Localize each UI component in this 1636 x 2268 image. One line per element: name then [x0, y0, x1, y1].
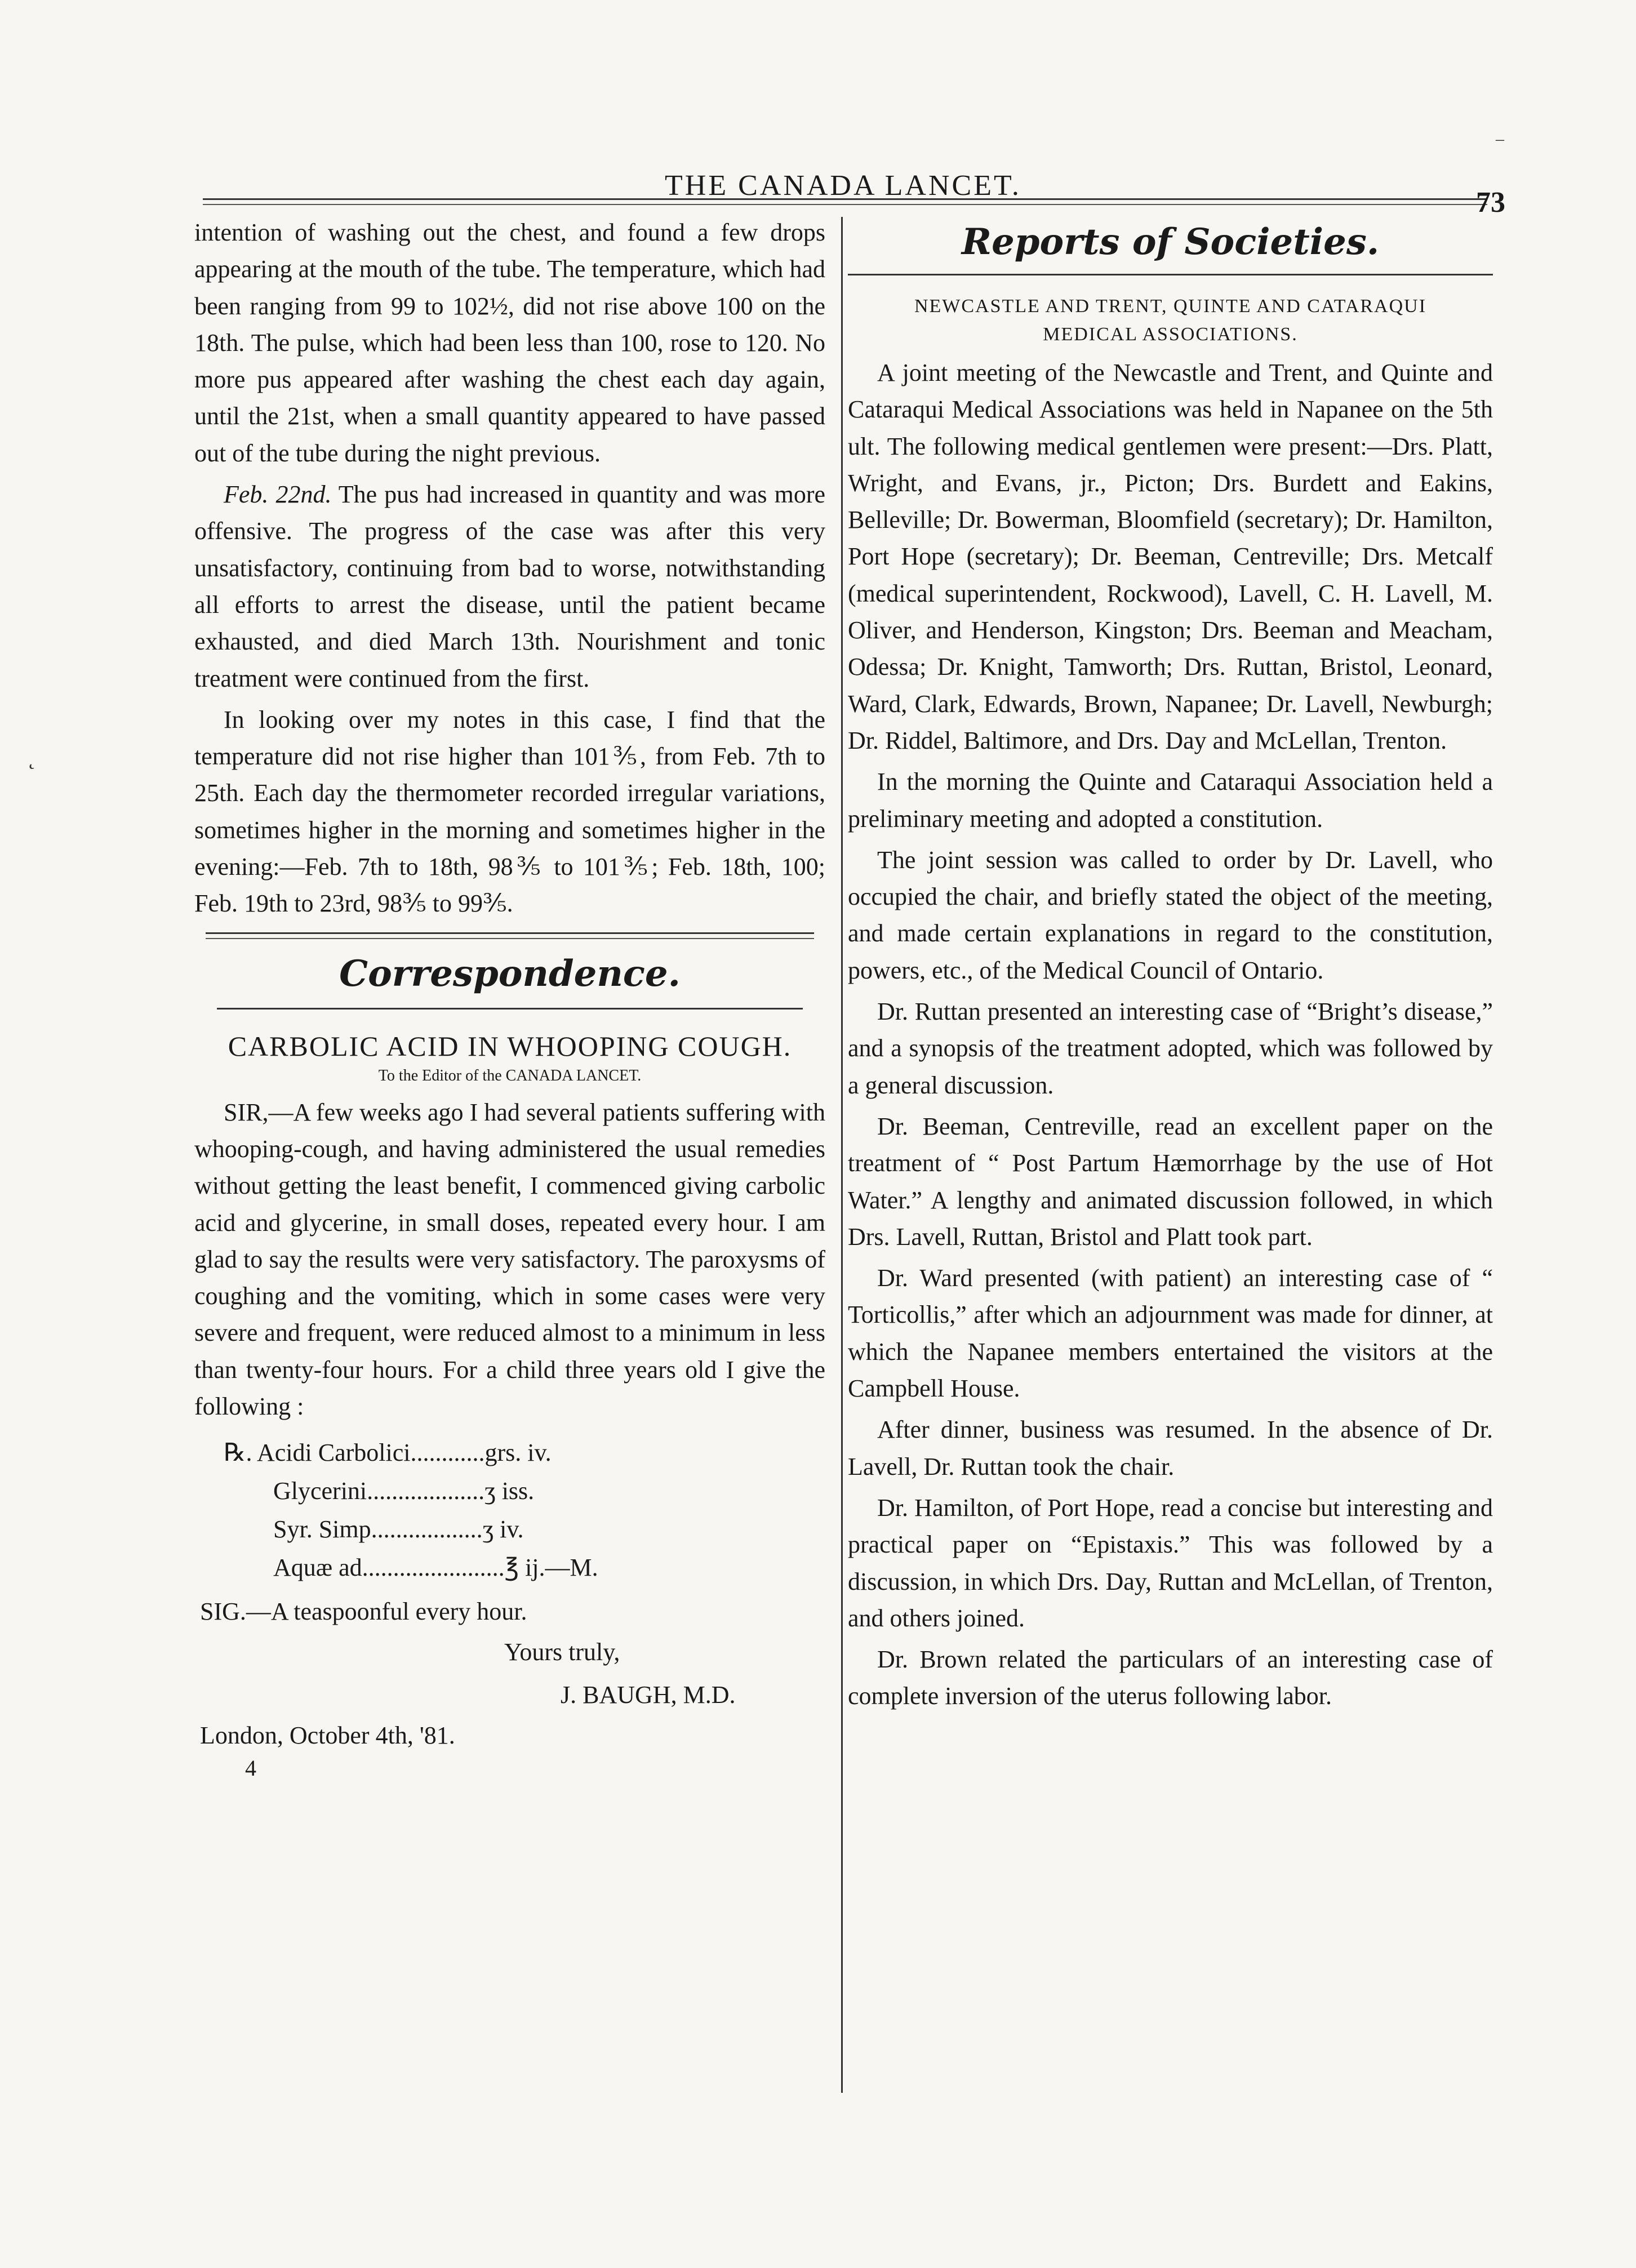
letter-author: J. BAUGH, M.D. — [561, 1681, 736, 1709]
report-paragraph-morning: In the morning the Quinte and Cataraqui Association held a preliminary meeting and adopted a constitution. — [848, 768, 1493, 833]
feb22-date-label: Feb. 22nd. — [224, 481, 332, 509]
section-rule-secondary — [206, 938, 814, 939]
page-number: 73 — [1476, 186, 1505, 219]
heading-underline — [217, 1008, 803, 1010]
letter-title: CARBOLIC ACID IN WHOOPING COUGH. — [228, 1030, 792, 1062]
prescription-dose: grs. iv. — [484, 1439, 552, 1467]
association-heading-line-2: MEDICAL ASSOCIATIONS. — [1043, 324, 1298, 345]
letter-body-text: —A few weeks ago I had several patients suffering with whooping-cough, and having administered the usual remedies without getting the least benefit, I commenced giving carbolic acid and glycerine, in small doses, repeated every hour. I am glad to say the results were very satisfactory. The paroxysms of coughing and the vomiting, which in some cases were very severe and frequent, were reduced almost to a minimum in less than twenty-four hours. For a child three years old I give the following : — [194, 1098, 825, 1421]
report-paragraph-epistaxis: Dr. Hamilton, of Port Hope, read a concise but interesting and practical paper on “Epistaxis.” This was followed by a discussion, in which Drs. Day, Ruttan and McLellan, of Trenton, and others joined. — [848, 1493, 1493, 1632]
right-column — [848, 214, 1493, 1715]
prescription-leader-dots: ....................... — [362, 1554, 505, 1582]
header-rule-secondary — [203, 204, 1487, 205]
sig-text: —A teaspoonful every hour. — [246, 1598, 527, 1626]
report-paragraph-joint-session: The joint session was called to order by Dr. Lavell, who occupied the chair, and briefly stated the object of the meeting, and made certain explanations in regard to the constitution, powers, etc., of the Medical Council of Ontario. — [848, 846, 1493, 984]
feb22-paragraph — [194, 476, 825, 697]
prescription-line — [194, 1510, 825, 1549]
letter-place-date: London, October 4th, '81. — [200, 1722, 455, 1750]
prescription-leader-dots: ................... — [367, 1477, 485, 1505]
report-paragraph-inversion: Dr. Brown related the particulars of an interesting case of complete inversion of the uterus following labor. — [848, 1646, 1493, 1710]
report-paragraph-attendees: A joint meeting of the Newcastle and Trent, and Quinte and Cataraqui Medical Associations was held in Napanee on the 5th ult. The following medical gentlemen were present:—Drs. Platt, Wright, and Evans, jr., Picton; Drs. Burdett and Eakins, Belleville; Dr. Bowerman, Bloomfield (secretary); Dr. Hamilton, Port Hope (secretary); Dr. Beeman, Centreville; Drs. Metcalf (medical superintendent, Rockwood), Lavell, C. H. Lavell, M. Oliver, and Henderson, Kingston; Drs. Beeman and Meacham, Odessa; Dr. Knight, Tamworth; Drs. Ruttan, Bristol, Leonard, Ward, Clark, Edwards, Brown, Napanee; Dr. Lavell, Newburgh; Dr. Riddel, Baltimore, and Drs. Day and McLellan, Trenton. — [848, 359, 1493, 754]
temperature-notes-paragraph: In looking over my notes in this case, I find that the temperature did not rise higher than 101⅗, from Feb. 7th to 25th. Each day the thermometer recorded irregular variations, sometimes higher in the morning and sometimes higher in the evening:—Feb. 7th to 18th, 98⅗ to 101⅗; Feb. 18th, 100; Feb. 19th to 23rd, 98⅗ to 99⅗. — [194, 705, 825, 918]
prescription-leader-dots: .................. — [371, 1515, 483, 1544]
letter-salutation: SIR, — [224, 1098, 269, 1126]
reports-of-societies-heading: Reports of Societies. — [961, 221, 1380, 263]
scan-speck: – — [1496, 130, 1504, 148]
sig-label: SIG. — [200, 1598, 246, 1626]
prescription-line — [194, 1434, 825, 1472]
prescription-dose: ʒ iss. — [484, 1477, 535, 1505]
running-header-title: THE CANADA LANCET. — [665, 170, 1021, 202]
letter-closing: Yours truly, — [504, 1638, 620, 1666]
association-heading — [848, 292, 1493, 349]
editor-address-line: To the Editor of the CANADA LANCET. — [378, 1066, 642, 1084]
prescription-ingredient: Aquæ ad — [273, 1554, 362, 1582]
report-paragraph-brights: Dr. Ruttan presented an interesting case of “Bright’s disease,” and a synopsis of the treatment adopted, which was followed by a general discussion. — [848, 998, 1493, 1099]
signature-mark: 4 — [245, 1755, 256, 1781]
report-paragraph-post-partum: Dr. Beeman, Centreville, read an excellent paper on the treatment of “ Post Partum Hæmorrhage by the use of Hot Water.” A lengthy and animated discussion followed, in which Drs. Lavell, Ruttan, Bristol and Platt took part. — [848, 1112, 1493, 1251]
column-divider — [841, 217, 843, 2093]
case-continuation-paragraph: intention of washing out the chest, and found a few drops appearing at the mouth of the tube. The temperature, which had been ranging from 99 to 102½, did not rise above 100 on the 18th. The pulse, which had been less than 100, rose to 120. No more pus appeared after washing the chest each day again, until the 21st, when a small quantity appeared to have passed out of the tube during the night previous. — [194, 219, 825, 467]
sig-line — [194, 1593, 825, 1631]
section-rule — [206, 932, 814, 934]
association-heading-line-1: NEWCASTLE AND TRENT, QUINTE AND CATARAQUI — [914, 296, 1427, 317]
prescription-dose: ʒ iv. — [482, 1515, 524, 1544]
prescription-ingredient: Glycerini — [273, 1477, 367, 1505]
report-paragraph-torticollis: Dr. Ward presented (with patient) an interesting case of “ Torticollis,” after which an adjournment was made for dinner, at which the Napanee members entertained the visitors at the Campbell House. — [848, 1264, 1493, 1403]
left-column — [194, 214, 825, 1781]
prescription-ingredient: ℞. Acidi Carbolici — [224, 1439, 411, 1467]
prescription-leader-dots: ............ — [410, 1439, 485, 1467]
report-paragraph-after-dinner: After dinner, business was resumed. In the absence of Dr. Lavell, Dr. Ruttan took the chair. — [848, 1416, 1493, 1480]
letter-body-paragraph — [194, 1094, 825, 1425]
prescription-dose: ℥ ij.—M. — [504, 1554, 598, 1582]
prescription-block — [194, 1434, 825, 1587]
prescription-line — [194, 1549, 825, 1587]
prescription-line — [194, 1472, 825, 1510]
heading-underline — [848, 274, 1493, 275]
scan-speck: ˛ — [28, 744, 36, 770]
prescription-ingredient: Syr. Simp — [273, 1515, 371, 1544]
correspondence-heading: Correspondence. — [339, 952, 681, 995]
feb22-text: The pus had increased in quantity and was more offensive. The progress of the case was after this very unsatisfactory, continuing from bad to worse, notwithstanding all efforts to arrest the disease, until the patient became exhausted, and died March 13th. Nourishment and tonic treatment were continued from the first. — [194, 481, 826, 692]
